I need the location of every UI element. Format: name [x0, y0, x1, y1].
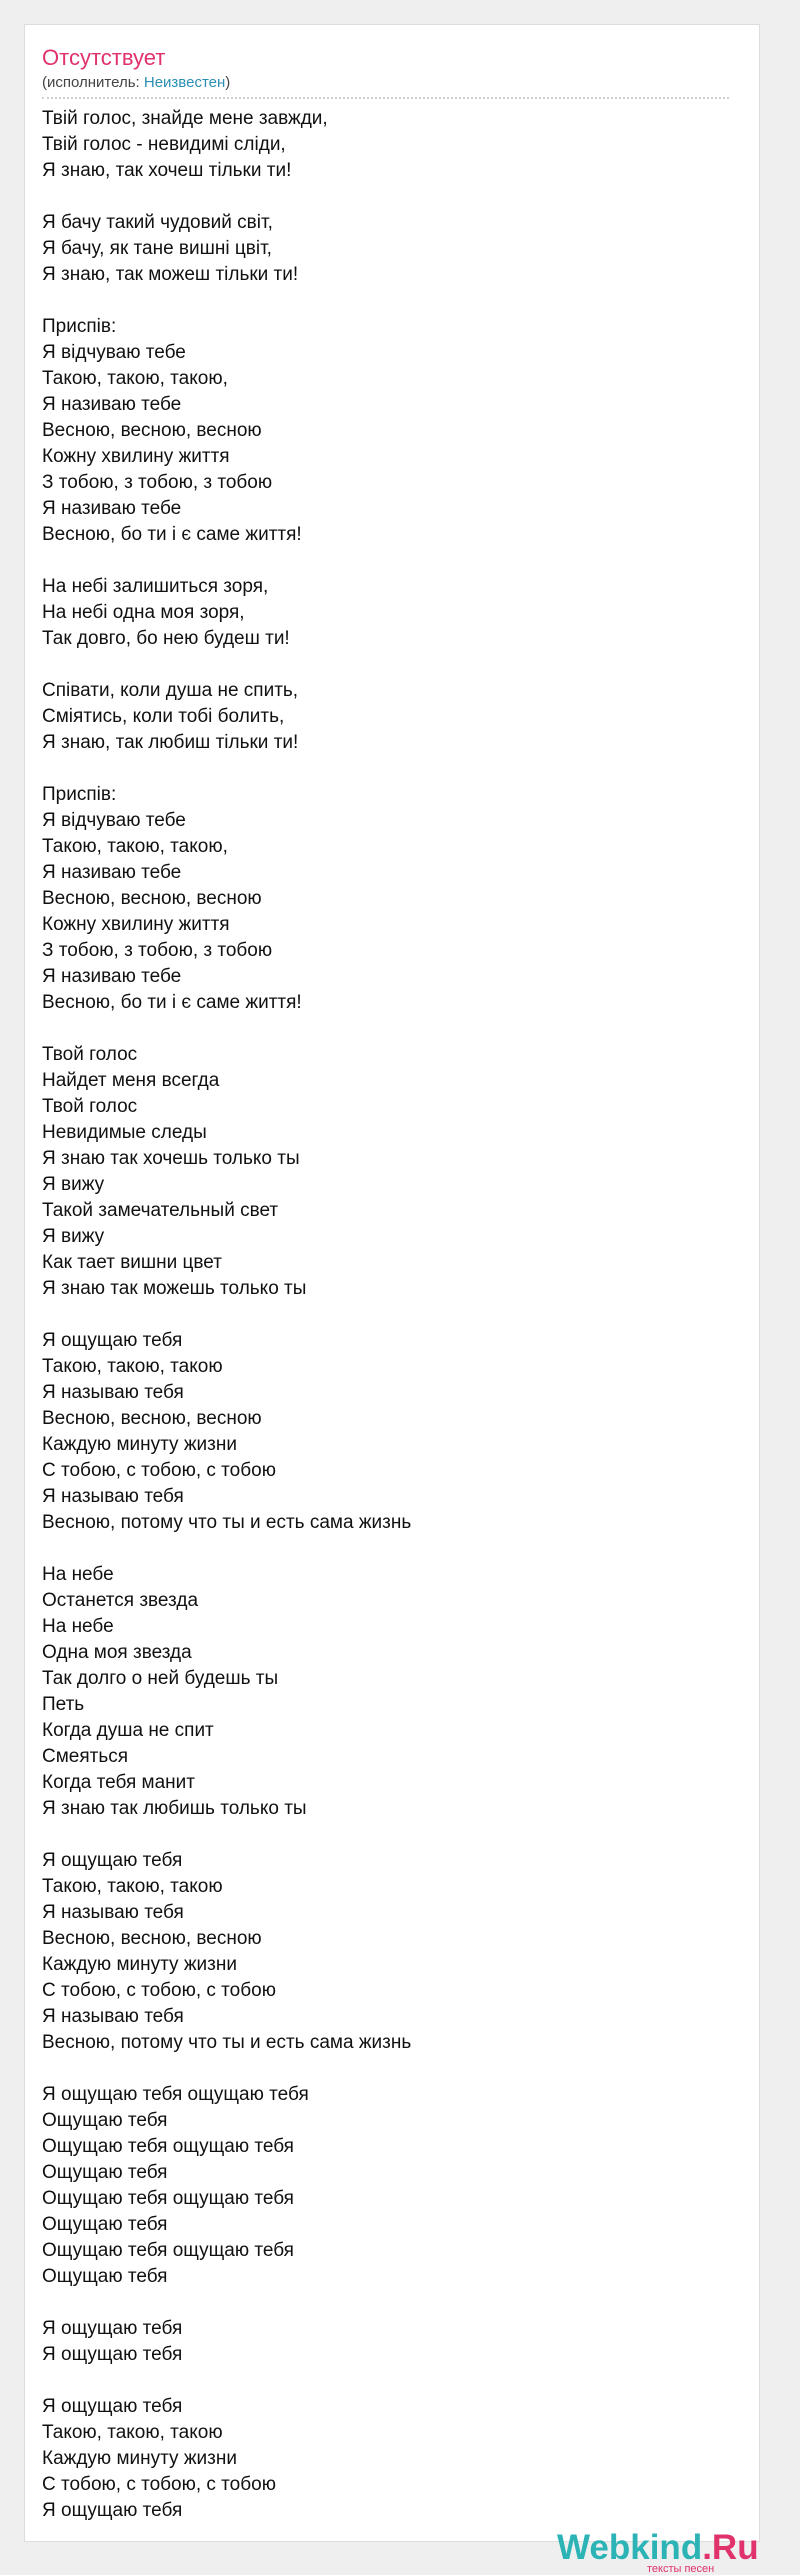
lyric-line: Я ощущаю тебя — [42, 2318, 183, 2339]
lyric-line: Співати, коли душа не спить, — [42, 680, 299, 701]
lyric-line: Кожну хвилину життя — [42, 446, 230, 467]
lyric-line: Твій голос, знайде мене завжди, — [42, 108, 328, 129]
logo-name: Webkind — [557, 2528, 703, 2567]
lyric-line: Я знаю, так можеш тільки ти! — [42, 264, 299, 285]
lyric-line: Я называю тебя — [42, 1382, 184, 1403]
lyric-line: Я називаю тебе — [42, 862, 182, 883]
lyric-line: Я називаю тебе — [42, 394, 182, 415]
lyric-line: Так довго, бо нею будеш ти! — [42, 628, 290, 649]
lyric-line: Я вижу — [42, 1226, 105, 1247]
lyric-line: Весною, весною, весною — [42, 1928, 262, 1949]
lyric-line: На небі одна моя зоря, — [42, 602, 245, 623]
lyric-line: С тобою, с тобою, с тобою — [42, 1460, 276, 1481]
lyric-line: Я вижу — [42, 1174, 105, 1195]
lyric-line: Твій голос - невидимі сліди, — [42, 134, 286, 155]
logo-tagline: тексты песен — [647, 2563, 715, 2575]
artist-line — [42, 74, 230, 92]
lyric-line: Твой голос — [42, 1044, 138, 1065]
stanza-gap — [42, 548, 722, 574]
stanza-gap — [42, 1536, 722, 1562]
logo-tld: .Ru — [702, 2528, 759, 2567]
lyric-line: На небе — [42, 1564, 114, 1585]
lyric-line: На небе — [42, 1616, 114, 1637]
lyric-line: Как тает вишни цвет — [42, 1252, 222, 1273]
lyric-line: Я бачу такий чудовий світ, — [42, 212, 273, 233]
lyric-line: Каждую минуту жизни — [42, 1434, 237, 1455]
lyric-line: Найдет меня всегда — [42, 1070, 220, 1091]
lyric-line: Я відчуваю тебе — [42, 342, 186, 363]
lyric-line: Когда душа не спит — [42, 1720, 214, 1741]
lyric-line: Я бачу, як тане вишні цвіт, — [42, 238, 272, 259]
lyric-line: Я знаю так можешь только ты — [42, 1278, 307, 1299]
lyric-line: Когда тебя манит — [42, 1772, 195, 1793]
lyric-line: Ощущаю тебя ощущаю тебя — [42, 2188, 294, 2209]
lyric-line: Ощущаю тебя — [42, 2162, 168, 2183]
stanza-gap — [42, 288, 722, 314]
lyric-line: Я называю тебя — [42, 1902, 184, 1923]
artist-suffix: ) — [225, 74, 231, 91]
lyrics-text — [42, 106, 722, 2524]
stanza-gap — [42, 2056, 722, 2082]
lyric-line: Твой голос — [42, 1096, 138, 1117]
lyric-line: Я називаю тебе — [42, 498, 182, 519]
stanza-gap — [42, 184, 722, 210]
lyric-line: Петь — [42, 1694, 85, 1715]
lyric-line: Я знаю, так хочеш тільки ти! — [42, 160, 292, 181]
lyric-line: Я знаю так хочешь только ты — [42, 1148, 300, 1169]
webkind-logo[interactable] — [557, 2528, 777, 2575]
stanza-gap — [42, 2290, 722, 2316]
lyric-line: Я называю тебя — [42, 1486, 184, 1507]
lyric-line: Каждую минуту жизни — [42, 2448, 237, 2469]
lyric-line: Такою, такою, такою — [42, 1356, 223, 1377]
lyric-line: Я знаю так любишь только ты — [42, 1798, 307, 1819]
stanza-gap — [42, 1822, 722, 1848]
lyric-line: Весною, бо ти і є саме життя! — [42, 524, 302, 545]
lyrics-card — [24, 24, 760, 2542]
stanza-gap — [42, 652, 722, 678]
artist-link[interactable]: Неизвестен — [143, 74, 226, 91]
lyric-line: Такою, такою, такою, — [42, 368, 228, 389]
lyric-line: Так долго о ней будешь ты — [42, 1668, 279, 1689]
artist-prefix: (исполнитель: — [42, 74, 144, 91]
lyric-line: Весною, весною, весною — [42, 1408, 262, 1429]
dotted-divider — [42, 97, 729, 99]
lyric-line: Смеяться — [42, 1746, 129, 1767]
lyric-line: На небі залишиться зоря, — [42, 576, 269, 597]
lyric-line: Я ощущаю тебя — [42, 1850, 183, 1871]
lyric-line: Я відчуваю тебе — [42, 810, 186, 831]
lyric-line: Я называю тебя — [42, 2006, 184, 2027]
lyric-line: Я ощущаю тебя ощущаю тебя — [42, 2084, 309, 2105]
lyric-line: Одна моя звезда — [42, 1642, 192, 1663]
lyric-line: Весною, весною, весною — [42, 888, 262, 909]
lyric-line: Ощущаю тебя — [42, 2214, 168, 2235]
stanza-gap — [42, 1016, 722, 1042]
lyric-line: З тобою, з тобою, з тобою — [42, 472, 273, 493]
lyric-line: Весною, потому что ты и есть сама жизнь — [42, 1512, 412, 1533]
lyric-line: Невидимые следы — [42, 1122, 207, 1143]
lyric-line: Я знаю, так любиш тільки ти! — [42, 732, 299, 753]
lyric-line: Такою, такою, такою — [42, 2422, 223, 2443]
lyric-line: Приспів: — [42, 316, 117, 337]
stanza-gap — [42, 756, 722, 782]
lyric-line: Я ощущаю тебя — [42, 2500, 183, 2521]
lyric-line: Я називаю тебе — [42, 966, 182, 987]
lyric-line: Такою, такою, такою — [42, 1876, 223, 1897]
lyric-line: Весною, бо ти і є саме життя! — [42, 992, 302, 1013]
lyric-line: Каждую минуту жизни — [42, 1954, 237, 1975]
lyric-line: Такою, такою, такою, — [42, 836, 228, 857]
lyric-line: Останется звезда — [42, 1590, 199, 1611]
lyric-line: Такой замечательный свет — [42, 1200, 279, 1221]
lyric-line: Ощущаю тебя ощущаю тебя — [42, 2136, 294, 2157]
stanza-gap — [42, 1302, 722, 1328]
lyric-line: Я ощущаю тебя — [42, 2344, 183, 2365]
lyric-line: Ощущаю тебя — [42, 2266, 168, 2287]
lyric-line: С тобою, с тобою, с тобою — [42, 1980, 276, 2001]
lyric-line: Ощущаю тебя — [42, 2110, 168, 2131]
lyric-line: Весною, потому что ты и есть сама жизнь — [42, 2032, 412, 2053]
lyric-line: Я ощущаю тебя — [42, 2396, 183, 2417]
lyric-line: Сміятись, коли тобі болить, — [42, 706, 285, 727]
stanza-gap — [42, 2368, 722, 2394]
lyric-line: З тобою, з тобою, з тобою — [42, 940, 273, 961]
song-title: Отсутствует — [42, 45, 166, 70]
lyric-line: С тобою, с тобою, с тобою — [42, 2474, 276, 2495]
lyric-line: Ощущаю тебя ощущаю тебя — [42, 2240, 294, 2261]
lyric-line: Приспів: — [42, 784, 117, 805]
lyric-line: Весною, весною, весною — [42, 420, 262, 441]
lyric-line: Я ощущаю тебя — [42, 1330, 183, 1351]
lyric-line: Кожну хвилину життя — [42, 914, 230, 935]
logo-wordmark — [557, 2529, 759, 2567]
